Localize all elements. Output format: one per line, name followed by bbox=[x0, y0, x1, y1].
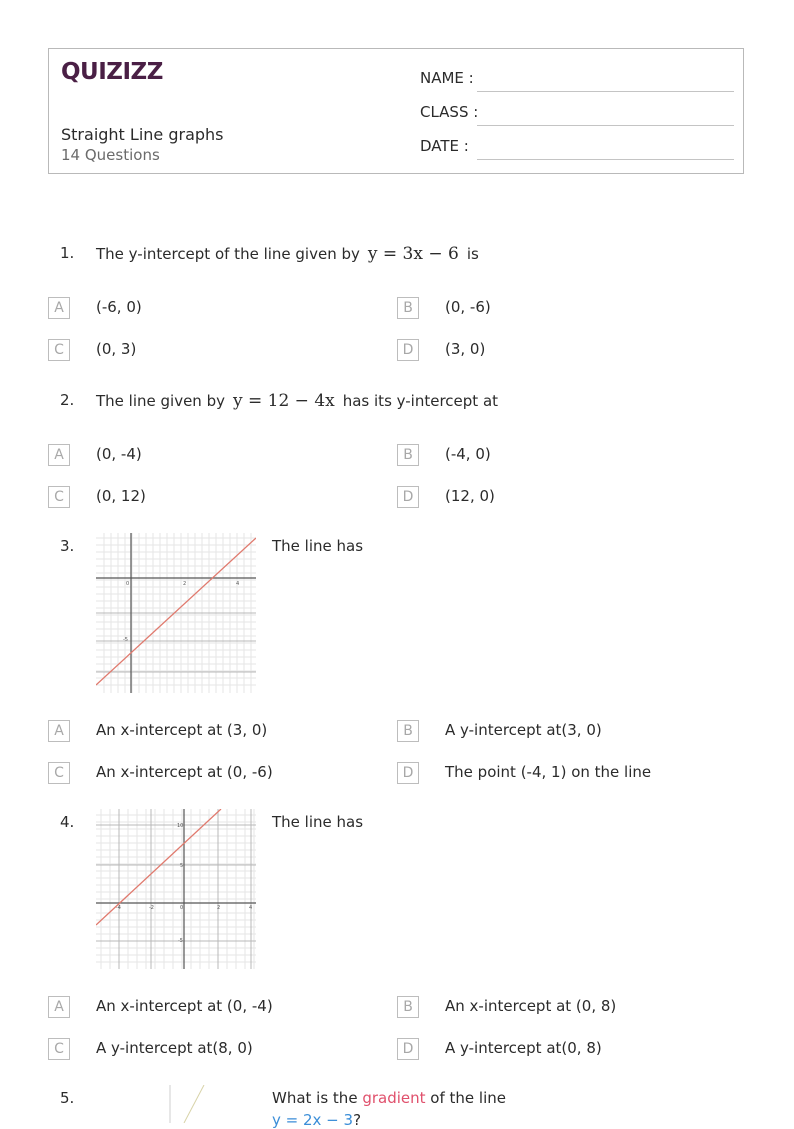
option-letter: C bbox=[48, 1038, 70, 1060]
question-number: 4. bbox=[60, 813, 75, 831]
x-tick-label: -2 bbox=[149, 905, 154, 911]
question-number: 3. bbox=[60, 537, 75, 555]
y-tick-label: 10 bbox=[177, 823, 184, 829]
option-text: (3, 0) bbox=[445, 340, 486, 358]
date-line[interactable] bbox=[477, 159, 734, 160]
quizizz-logo: QUIZIZZ bbox=[61, 59, 163, 85]
option-text: (0, -6) bbox=[445, 298, 491, 316]
question-text-after: is bbox=[466, 245, 479, 263]
option-letter: A bbox=[48, 444, 70, 466]
y-tick-label: -5 bbox=[178, 938, 183, 944]
option-text: A y-intercept at(3, 0) bbox=[445, 721, 602, 739]
option-letter: B bbox=[397, 297, 419, 319]
x-tick-label: 4 bbox=[236, 581, 240, 587]
option-text: The point (-4, 1) on the line bbox=[445, 763, 652, 781]
question-number: 2. bbox=[60, 391, 75, 409]
question-text-after: has its y-intercept at bbox=[342, 392, 499, 410]
minor-grid bbox=[96, 809, 256, 969]
option-letter: D bbox=[397, 1038, 419, 1060]
x-tick-label: 2 bbox=[217, 905, 221, 911]
class-line[interactable] bbox=[477, 125, 734, 126]
option-letter: D bbox=[397, 339, 419, 361]
question-text-line2 bbox=[272, 1111, 361, 1129]
option-text: (0, -4) bbox=[96, 445, 142, 463]
worksheet-header bbox=[48, 48, 744, 174]
x-tick-label: -4 bbox=[116, 905, 121, 911]
option-text: (-4, 0) bbox=[445, 445, 491, 463]
option-text: (-6, 0) bbox=[96, 298, 142, 316]
option-text: An x-intercept at (3, 0) bbox=[96, 721, 268, 739]
worksheet-title: Straight Line graphs bbox=[61, 125, 224, 144]
class-field[interactable] bbox=[420, 103, 734, 125]
class-label: CLASS : bbox=[420, 103, 479, 121]
y-tick-label: -5 bbox=[123, 637, 128, 643]
name-line[interactable] bbox=[477, 91, 734, 92]
graph-image bbox=[96, 809, 256, 969]
equation: y = 2x − 3 bbox=[272, 1111, 354, 1129]
option-letter: D bbox=[397, 486, 419, 508]
option-text: An x-intercept at (0, -4) bbox=[96, 997, 273, 1015]
option-letter: D bbox=[397, 762, 419, 784]
question-text bbox=[272, 1089, 506, 1107]
question-text bbox=[96, 391, 498, 411]
option-text: A y-intercept at(0, 8) bbox=[445, 1039, 602, 1057]
option-letter: B bbox=[397, 444, 419, 466]
graph-line bbox=[184, 1085, 204, 1123]
option-text: An x-intercept at (0, 8) bbox=[445, 997, 617, 1015]
graph-image bbox=[96, 533, 256, 693]
x-tick-label: 2 bbox=[183, 581, 187, 587]
equation: y = 3x − 6 bbox=[367, 244, 459, 264]
x-tick-label: 0 bbox=[180, 905, 184, 911]
question-text-after: of the line bbox=[430, 1089, 506, 1107]
graph-line bbox=[96, 809, 221, 925]
y-tick-label: 5 bbox=[180, 863, 184, 869]
question-text bbox=[96, 244, 479, 264]
question-end: ? bbox=[353, 1111, 362, 1129]
option-text: (12, 0) bbox=[445, 487, 495, 505]
date-label: DATE : bbox=[420, 137, 469, 155]
option-letter: B bbox=[397, 720, 419, 742]
name-field[interactable] bbox=[420, 69, 734, 91]
option-letter: B bbox=[397, 996, 419, 1018]
major-grid bbox=[96, 809, 256, 969]
question-number: 5. bbox=[60, 1089, 75, 1107]
question-text-before: The line given by bbox=[96, 392, 225, 410]
option-letter: C bbox=[48, 486, 70, 508]
option-text: An x-intercept at (0, -6) bbox=[96, 763, 273, 781]
question-text-before: The y-intercept of the line given by bbox=[96, 245, 360, 263]
name-label: NAME : bbox=[420, 69, 474, 87]
question-number: 1. bbox=[60, 244, 75, 262]
option-text: (0, 12) bbox=[96, 487, 146, 505]
x-tick-label: 0 bbox=[126, 581, 130, 587]
graph-image bbox=[160, 1085, 210, 1123]
x-tick-label: 4 bbox=[249, 905, 253, 911]
equation: y = 12 − 4x bbox=[232, 391, 335, 411]
option-letter: C bbox=[48, 762, 70, 784]
question-count: 14 Questions bbox=[61, 146, 160, 164]
highlighted-word: gradient bbox=[362, 1089, 426, 1107]
option-text: A y-intercept at(8, 0) bbox=[96, 1039, 253, 1057]
option-letter: A bbox=[48, 996, 70, 1018]
option-letter: C bbox=[48, 339, 70, 361]
date-field[interactable] bbox=[420, 137, 734, 159]
graph-line bbox=[96, 538, 256, 685]
question-text: The line has bbox=[272, 813, 364, 831]
option-letter: A bbox=[48, 297, 70, 319]
option-letter: A bbox=[48, 720, 70, 742]
option-text: (0, 3) bbox=[96, 340, 137, 358]
question-text-before: What is the bbox=[272, 1089, 358, 1107]
question-text: The line has bbox=[272, 537, 364, 555]
